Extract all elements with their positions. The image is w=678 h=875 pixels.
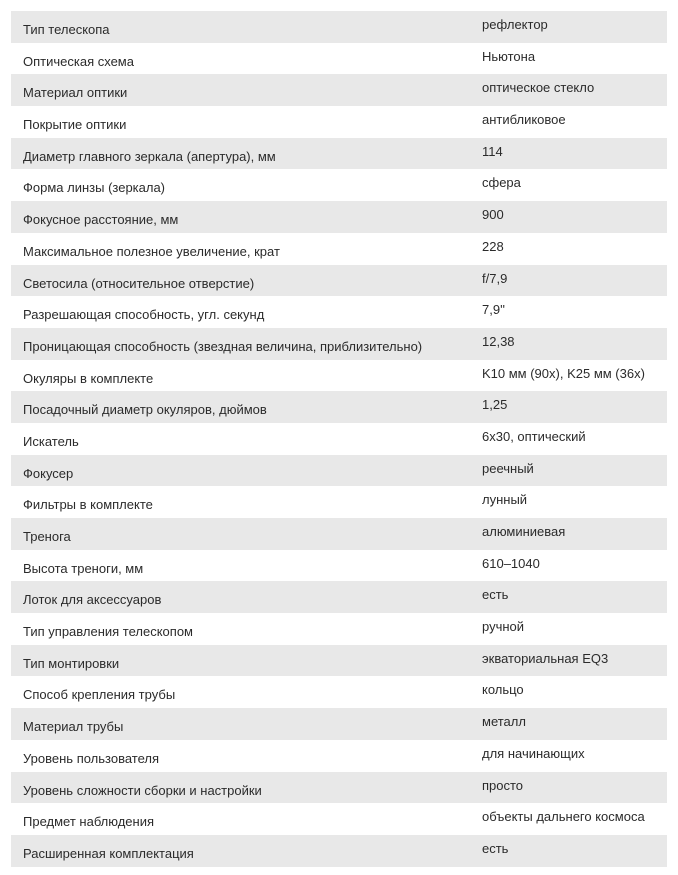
spec-value: алюминиевая — [482, 518, 667, 550]
spec-value: антибликовое — [482, 106, 667, 138]
spec-row — [11, 518, 667, 550]
spec-row — [11, 169, 667, 201]
spec-row — [11, 265, 667, 297]
spec-label: Искатель — [11, 423, 482, 455]
spec-value: 114 — [482, 138, 667, 170]
spec-label: Фокусер — [11, 455, 482, 487]
spec-label: Способ крепления трубы — [11, 676, 482, 708]
spec-value: кольцо — [482, 676, 667, 708]
spec-label: Тип телескопа — [11, 11, 482, 43]
spec-row — [11, 201, 667, 233]
spec-label: Материал трубы — [11, 708, 482, 740]
spec-value: объекты дальнего космоса — [482, 803, 667, 835]
spec-value: 1,25 — [482, 391, 667, 423]
spec-label: Покрытие оптики — [11, 106, 482, 138]
spec-row — [11, 11, 667, 43]
spec-label: Лоток для аксессуаров — [11, 581, 482, 613]
spec-value: металл — [482, 708, 667, 740]
spec-label: Окуляры в комплекте — [11, 360, 482, 392]
spec-label: Максимальное полезное увеличение, крат — [11, 233, 482, 265]
spec-row — [11, 772, 667, 804]
spec-row — [11, 360, 667, 392]
spec-label: Тип монтировки — [11, 645, 482, 677]
spec-row — [11, 581, 667, 613]
spec-label: Предмет наблюдения — [11, 803, 482, 835]
spec-table — [11, 11, 667, 867]
spec-row — [11, 486, 667, 518]
spec-label: Тип управления телескопом — [11, 613, 482, 645]
spec-value: ручной — [482, 613, 667, 645]
spec-label: Фокусное расстояние, мм — [11, 201, 482, 233]
spec-row — [11, 233, 667, 265]
spec-row — [11, 423, 667, 455]
spec-value: сфера — [482, 169, 667, 201]
spec-label: Диаметр главного зеркала (апертура), мм — [11, 138, 482, 170]
spec-row — [11, 613, 667, 645]
spec-row — [11, 455, 667, 487]
spec-value: 228 — [482, 233, 667, 265]
spec-label: Светосила (относительное отверстие) — [11, 265, 482, 297]
spec-row — [11, 645, 667, 677]
spec-label: Проницающая способность (звездная величина, приблизительно) — [11, 328, 482, 360]
spec-row — [11, 803, 667, 835]
spec-row — [11, 296, 667, 328]
spec-value: 12,38 — [482, 328, 667, 360]
spec-value: K10 мм (90x), K25 мм (36x) — [482, 360, 667, 392]
spec-label: Фильтры в комплекте — [11, 486, 482, 518]
spec-value: есть — [482, 581, 667, 613]
spec-value: f/7,9 — [482, 265, 667, 297]
spec-row — [11, 328, 667, 360]
spec-label: Расширенная комплектация — [11, 835, 482, 867]
spec-row — [11, 740, 667, 772]
spec-value: 6x30, оптический — [482, 423, 667, 455]
spec-label: Оптическая схема — [11, 43, 482, 75]
spec-label: Форма линзы (зеркала) — [11, 169, 482, 201]
spec-row — [11, 106, 667, 138]
spec-row — [11, 43, 667, 75]
spec-value: есть — [482, 835, 667, 867]
spec-label: Посадочный диаметр окуляров, дюймов — [11, 391, 482, 423]
spec-value: реечный — [482, 455, 667, 487]
spec-table-body — [11, 11, 667, 867]
spec-row — [11, 835, 667, 867]
spec-label: Тренога — [11, 518, 482, 550]
spec-label: Уровень пользователя — [11, 740, 482, 772]
spec-value: рефлектор — [482, 11, 667, 43]
spec-row — [11, 708, 667, 740]
spec-value: 900 — [482, 201, 667, 233]
spec-value: 7,9'' — [482, 296, 667, 328]
spec-row — [11, 74, 667, 106]
spec-value: экваториальная EQ3 — [482, 645, 667, 677]
spec-value: Ньютона — [482, 43, 667, 75]
spec-label: Материал оптики — [11, 74, 482, 106]
spec-row — [11, 550, 667, 582]
spec-value: оптическое стекло — [482, 74, 667, 106]
spec-row — [11, 391, 667, 423]
spec-label: Разрешающая способность, угл. секунд — [11, 296, 482, 328]
spec-label: Уровень сложности сборки и настройки — [11, 772, 482, 804]
spec-value: для начинающих — [482, 740, 667, 772]
spec-label: Высота треноги, мм — [11, 550, 482, 582]
spec-row — [11, 676, 667, 708]
spec-value: просто — [482, 772, 667, 804]
spec-value: 610–1040 — [482, 550, 667, 582]
spec-row — [11, 138, 667, 170]
spec-value: лунный — [482, 486, 667, 518]
